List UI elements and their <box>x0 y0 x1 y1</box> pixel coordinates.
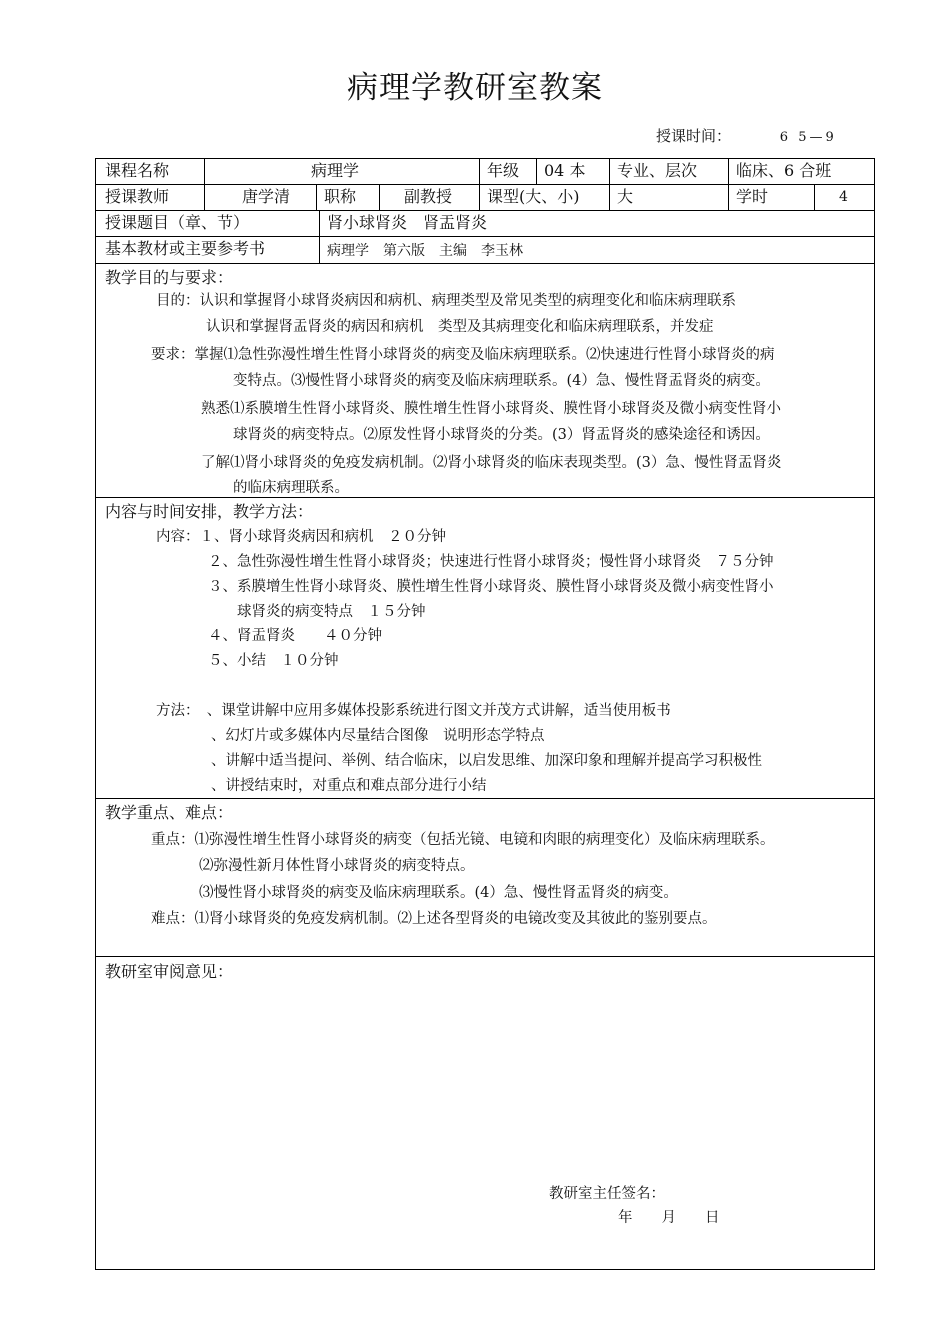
content-line: ５、小结 １０分钟 <box>208 653 339 669</box>
aims-line: 球肾炎的病变特点。⑵原发性肾小球肾炎的分类。(3）肾盂肾炎的感染途径和诱因。 <box>233 427 770 443</box>
aims-line: 变特点。⑶慢性肾小球肾炎的病变及临床病理联系。(4）急、慢性肾盂肾炎的病变。 <box>233 373 770 389</box>
aims-line: 熟悉⑴系膜增生性肾小球肾炎、膜性增生性肾小球肾炎、膜性肾小球肾炎及微小病变性肾小 <box>201 401 781 417</box>
aims-heading: 教学目的与要求： <box>105 268 234 287</box>
review-signature-label: 教研室主任签名： <box>549 1186 665 1202</box>
course-label: 课程名称 <box>105 161 170 180</box>
topic-value: 肾小球肾炎 肾盂肾炎 <box>327 213 488 232</box>
key-line: 重点：⑴弥漫性增生性肾小球肾炎的病变（包括光镜、电镜和肉眼的病理变化）及临床病理联系。 <box>151 832 775 848</box>
major-label: 专业、层次 <box>617 161 698 180</box>
content-line: ２、急性弥漫性增生性肾小球肾炎；快速进行性肾小球肾炎；慢性肾小球肾炎 ７５分钟 <box>208 554 774 570</box>
key-line: ⑵弥漫性新月体性肾小球肾炎的病变特点。 <box>199 858 475 874</box>
hours-value: 4 <box>839 189 848 205</box>
key-line: ⑶慢性肾小球肾炎的病变及临床病理联系。(4）急、慢性肾盂肾炎的病变。 <box>199 885 678 901</box>
aims-line: 的临床病理联系。 <box>233 480 349 496</box>
book-value: 病理学 第六版 主编 李玉林 <box>327 243 523 259</box>
aims-line: 了解⑴肾小球肾炎的免疫发病机制。⑵肾小球肾炎的临床表现类型。(3）急、慢性肾盂肾炎 <box>201 455 782 471</box>
lesson-date-value: 6 5—9 <box>779 130 837 145</box>
lesson-plan-table <box>95 158 875 1270</box>
content-line: ３、系膜增生性肾小球肾炎、膜性增生性肾小球肾炎、膜性肾小球肾炎及微小病变性肾小 <box>208 579 774 595</box>
type-label: 课型(大、小) <box>487 187 580 206</box>
key-line: 难点：⑴肾小球肾炎的免疫发病机制。⑵上述各型肾炎的电镜改变及其彼此的鉴别要点。 <box>151 911 717 927</box>
aims-line: 目的：认识和掌握肾小球肾炎病因和病机、病理类型及常见类型的病理变化和临床病理联系 <box>156 293 736 309</box>
rank-label: 职称 <box>324 187 357 206</box>
content-line: 内容：１、肾小球肾炎病因和病机 ２０分钟 <box>156 529 446 545</box>
hours-label: 学时 <box>736 187 769 206</box>
method-line: 、幻灯片或多媒体内尽量结合图像 说明形态学特点 <box>211 728 545 744</box>
method-line: 、讲解中适当提问、举例、结合临床，以启发思维、加深印象和理解并提高学习积极性 <box>211 753 762 769</box>
aims-line: 认识和掌握肾盂肾炎的病因和病机 类型及其病理变化和临床病理联系，并发症 <box>206 319 714 335</box>
type-value: 大 <box>617 187 634 206</box>
method-line: 、讲授结束时，对重点和难点部分进行小结 <box>211 778 487 794</box>
rank-value: 副教授 <box>404 187 453 206</box>
major-value: 临床、6 合班 <box>736 161 832 180</box>
method-line: 方法： 、课堂讲解中应用多媒体投影系统进行图文并茂方式讲解，适当使用板书 <box>156 703 671 719</box>
key-heading: 教学重点、难点： <box>105 803 234 822</box>
aims-line: 要求：掌握⑴急性弥漫性增生性肾小球肾炎的病变及临床病理联系。⑵快速进行性肾小球肾炎的病 <box>151 347 775 363</box>
lesson-date <box>656 125 837 146</box>
course-value: 病理学 <box>311 161 360 180</box>
topic-label: 授课题目（章、节） <box>105 213 250 232</box>
content-heading: 内容与时间安排，教学方法： <box>105 502 314 521</box>
grade-value: 04 本 <box>544 161 586 180</box>
content-line: 球肾炎的病变特点 １５分钟 <box>237 604 426 620</box>
teacher-value: 唐学清 <box>242 187 291 206</box>
book-label: 基本教材或主要参考书 <box>105 239 266 258</box>
review-heading: 教研室审阅意见： <box>105 962 234 981</box>
page-title: 病理学教研室教案 <box>347 70 603 106</box>
review-date-line: 年 月 日 <box>618 1210 720 1226</box>
content-line: ４、肾盂肾炎 ４０分钟 <box>208 628 382 644</box>
teacher-label: 授课教师 <box>105 187 170 206</box>
grade-label: 年级 <box>487 161 520 180</box>
lesson-date-label: 授课时间： <box>656 127 732 145</box>
